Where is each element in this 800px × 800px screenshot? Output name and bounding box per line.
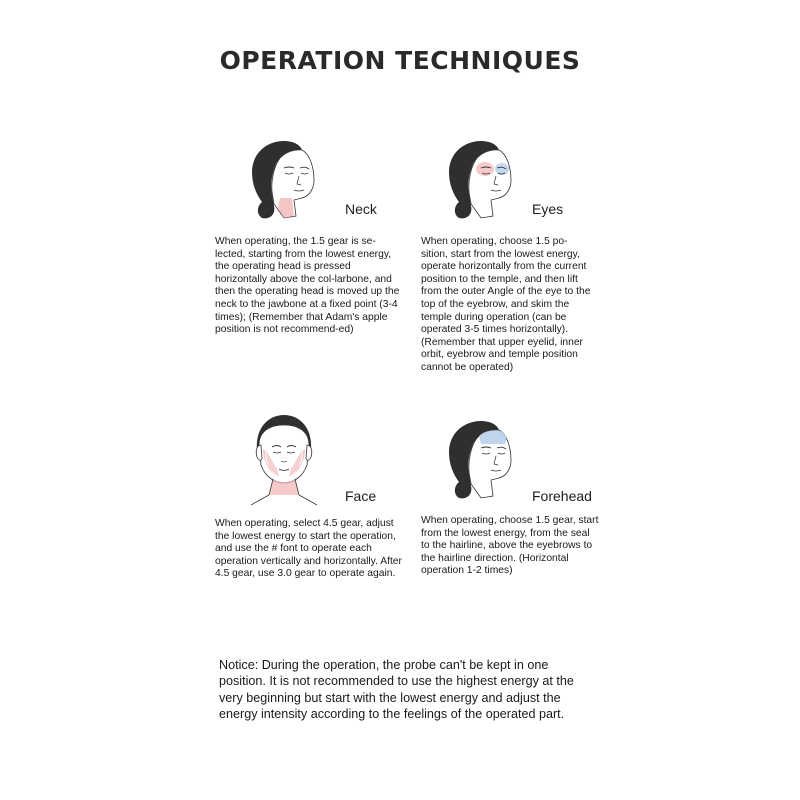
forehead-illustration: [441, 418, 521, 500]
eyes-illustration: [441, 138, 521, 220]
forehead-label: Forehead: [532, 488, 592, 504]
face-label: Face: [345, 488, 377, 504]
page-title: OPERATION TECHNIQUES: [219, 46, 581, 75]
eyes-description: When operating, choose 1.5 po-sition, start from the lowest energy, operate horizontally from the current position to the temple, and then lift from the outer Angle of the eye to the top of the eyebrow, and skim the temple during operation (can be operated 3-5 times horizontally). (Remember that upper eyelid, inner orbit, eyebrow and temple position cannot be operated): [421, 236, 591, 373]
face-description: When operating, select 4.5 gear, adjust the lowest energy to start the operation, and use the # font to operate each operation vertically and horizontally. After 4.5 gear, use 3.0 gear to operate again.: [215, 518, 402, 580]
face-illustration: [243, 411, 325, 509]
forehead-description: When operating, choose 1.5 gear, start from the lowest energy, from the seal to the hairline, above the eyebrows to the hairline direction. (Horizontal operation 1-2 times): [421, 515, 599, 577]
eyes-label: Eyes: [532, 201, 564, 217]
neck-description: When operating, the 1.5 gear is se-lected, starting from the lowest energy, the operating head is pressed horizontally above the col-larbone, and then the operating head is moved up the neck to the jawbone at a fixed point (3-4 times); (Remember that Adam's apple position is not recommend-ed): [215, 236, 400, 336]
neck-illustration: [244, 138, 324, 220]
notice-text: Notice: During the operation, the probe can't be kept in one position. It is not recommended to use the highest energy at the very beginning but start with the lowest energy and adjust the energy intensity according to the feelings of the operated part.: [219, 658, 574, 721]
neck-label: Neck: [345, 201, 377, 217]
